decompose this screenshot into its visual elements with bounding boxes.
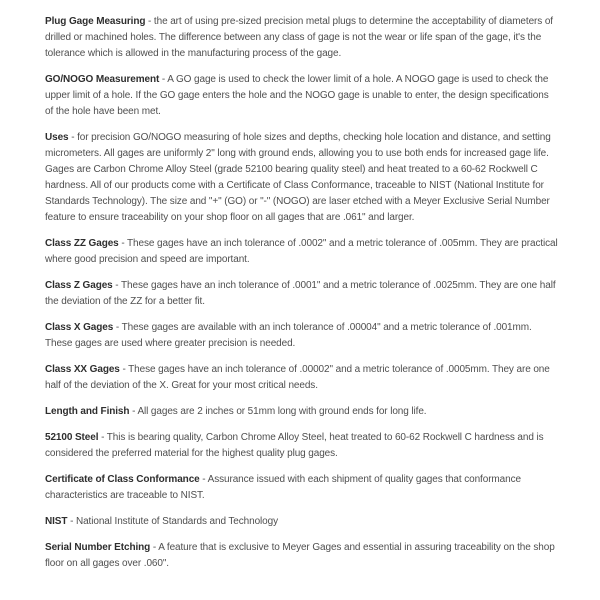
definition-text: - Assurance issued with each shipment of quality gages that conformance characteristics are traceable to NIST.	[45, 474, 521, 501]
definition-text: - This is bearing quality, Carbon Chrome Alloy Steel, heat treated to 60-62 Rockwell C hardness and is considered the preferred material for the highest quality plug gages.	[45, 432, 544, 459]
term-label: Class X Gages	[45, 322, 114, 333]
term-label: Uses	[45, 132, 69, 143]
definition-text: - the art of using pre-sized precision metal plugs to determine the acceptability of diameters of drilled or machined holes. The difference between any class of gage is not the wear or life span of the gage, it's the tolerance which is allowed in the manufacturing process of the gage.	[45, 16, 553, 59]
term-label: Class XX Gages	[45, 364, 120, 375]
definition-text: - These gages have an inch tolerance of .0001" and a metric tolerance of .0025mm. They are one half the deviation of the ZZ for a better fit.	[45, 280, 556, 307]
definition-plug-gage-measuring	[45, 14, 559, 62]
term-label: Length and Finish	[45, 406, 130, 417]
definition-52100-steel	[45, 430, 559, 462]
definition-class-zz-gages	[45, 236, 559, 268]
definition-uses	[45, 130, 559, 226]
definition-text: - These gages have an inch tolerance of .00002" and a metric tolerance of .0005mm. They are one half of the deviation of the X. Great for your most critical needs.	[45, 364, 550, 391]
definition-text: - A GO gage is used to check the lower limit of a hole. A NOGO gage is used to check the upper limit of a hole. If the GO gage enters the hole and the NOGO gage is unable to enter, the design specifications of the hole have been met.	[45, 74, 549, 117]
definition-text: - These gages have an inch tolerance of .0002" and a metric tolerance of .005mm. They are practical where good precision and speed are important.	[45, 238, 558, 265]
definition-length-and-finish	[45, 404, 559, 420]
term-label: Plug Gage Measuring	[45, 16, 146, 27]
definition-certificate-of-class-conformance	[45, 472, 559, 504]
definition-text: - National Institute of Standards and Technology	[67, 516, 278, 527]
term-label: Certificate of Class Conformance	[45, 474, 200, 485]
definition-class-z-gages	[45, 278, 559, 310]
term-label: GO/NOGO Measurement	[45, 74, 160, 85]
definition-serial-number-etching	[45, 540, 559, 572]
term-label: NIST	[45, 516, 68, 527]
definition-text: - These gages are available with an inch tolerance of .00004" and a metric tolerance of .001mm. These gages are used where greater precision is needed.	[45, 322, 532, 349]
term-label: Serial Number Etching	[45, 542, 151, 553]
definition-text: - for precision GO/NOGO measuring of hole sizes and depths, checking hole location and distance, and setting micrometers. All gages are uniformly 2" long with ground ends, allowing you to use both ends for increased gage life. Gages are Carbon Chrome Alloy Steel (grade 52100 bearing quality steel) and heat treated to a 60-62 Rockwell C hardness. All of our products come with a Certificate of Class Conformance, traceable to NIST (National Institute for Standards Technology). The size and "+" (GO) or "-" (NOGO) are laser etched with a Meyer Exclusive Serial Number feature to ensure traceability on your shop floor on all gages that are .061" and larger.	[45, 132, 551, 223]
term-label: Class Z Gages	[45, 280, 113, 291]
term-label: 52100 Steel	[45, 432, 99, 443]
definition-class-xx-gages	[45, 362, 559, 394]
definition-class-x-gages	[45, 320, 559, 352]
term-label: Class ZZ Gages	[45, 238, 119, 249]
definition-go-nogo-measurement	[45, 72, 559, 120]
definition-nist	[45, 514, 559, 530]
definition-text: - A feature that is exclusive to Meyer Gages and essential in assuring traceability on the shop floor on all gages over .060".	[45, 542, 555, 569]
definition-text: - All gages are 2 inches or 51mm long with ground ends for long life.	[129, 406, 427, 417]
